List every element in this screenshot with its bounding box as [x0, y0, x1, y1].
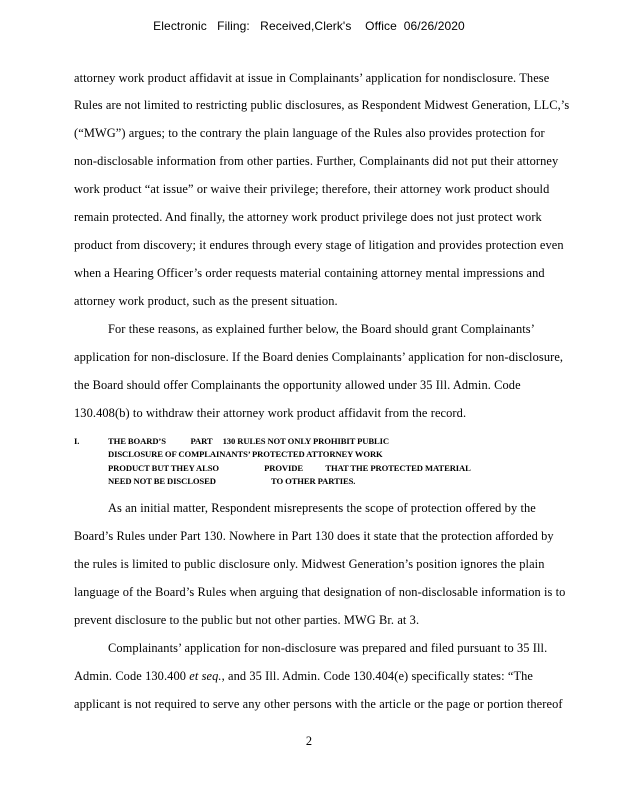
text-line: work product “at issue” or waive their privilege; therefore, their attorney work product should [74, 182, 550, 196]
text-line: application for non-disclosure. If the Board denies Complainants’ application for non-disclosure, [74, 350, 564, 364]
heading-line: NEED NOT BE DISCLOSED TO OTHER PARTIES. [108, 476, 356, 486]
text-line: applicant is not required to serve any other persons with the article or the page or portion thereof [74, 697, 563, 711]
text-line: (“MWG”) argues; to the contrary the plain language of the Rules also provides protection for [74, 126, 545, 140]
text-line: non-disclosable information from other parties. Further, Complainants did not put their attorney [74, 154, 559, 168]
text-segment: Admin. Code 130.400 [74, 669, 190, 683]
text-line: Complainants’ application for non-disclosure was prepared and filed pursuant to 35 Ill. [108, 641, 548, 655]
text-line [74, 669, 533, 684]
text-line: Board’s Rules under Part 130. Nowhere in Part 130 does it state that the protection afforded by [74, 529, 554, 543]
text-line: the rules is limited to public disclosure only. Midwest Generation’s position ignores the plain [74, 557, 545, 571]
text-line: As an initial matter, Respondent misrepresents the scope of protection offered by the [108, 501, 536, 515]
text-line: prevent disclosure to the public but not other parties. MWG Br. at 3. [74, 613, 420, 627]
heading-line: PRODUCT BUT THEY ALSO PROVIDE THAT THE PROTECTED MATERIAL [108, 463, 471, 473]
electronic-filing-stamp: Electronic Filing: Received,Clerk's Office 06/26/2020 [153, 19, 465, 33]
heading-line: THE BOARD’S PART 130 RULES NOT ONLY PROHIBIT PUBLIC [108, 436, 389, 446]
text-line: remain protected. And finally, the attorney work product privilege does not just protect work [74, 210, 542, 224]
text-line: product from discovery; it endures through every stage of litigation and provides protection even [74, 238, 564, 252]
italic-citation: et seq. [189, 669, 222, 683]
page-number: 2 [305, 734, 313, 748]
text-line: language of the Board’s Rules when arguing that designation of non-disclosable information is to [74, 585, 566, 599]
heading-line: DISCLOSURE OF COMPLAINANTS’ PROTECTED ATTORNEY WORK [108, 449, 383, 459]
text-line: the Board should offer Complainants the opportunity allowed under 35 Ill. Admin. Code [74, 378, 521, 392]
text-segment: , and 35 Ill. Admin. Code 130.404(e) specifically states: “The [221, 669, 534, 683]
text-line: 130.408(b) to withdraw their attorney work product affidavit from the record. [74, 406, 467, 420]
text-line: when a Hearing Officer’s order requests material containing attorney mental impressions and [74, 266, 545, 280]
text-line: attorney work product, such as the present situation. [74, 294, 338, 308]
text-line: Rules are not limited to restricting public disclosures, as Respondent Midwest Generation, LLC,’s [74, 98, 570, 112]
text-line: For these reasons, as explained further below, the Board should grant Complainants’ [108, 322, 535, 336]
section-number: I. [74, 436, 80, 446]
text-line: attorney work product affidavit at issue in Complainants’ application for nondisclosure. These [74, 71, 550, 85]
